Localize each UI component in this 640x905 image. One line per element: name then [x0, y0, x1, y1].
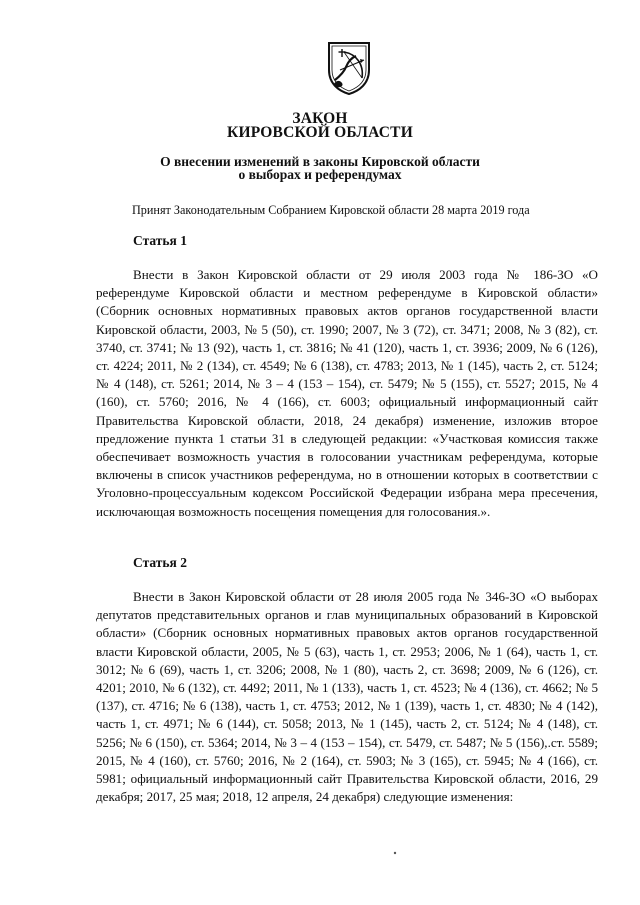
kirov-coat-of-arms-icon: [326, 40, 372, 96]
article-2-heading: Статья 2: [133, 555, 187, 570]
adoption-statement: Принят Законодательным Собранием Кировской области 28 марта 2019 года: [132, 203, 530, 217]
article-1-heading: Статья 1: [133, 233, 187, 248]
scan-speck: [392, 850, 398, 856]
law-title-line1: ЗАКОН: [292, 110, 348, 127]
law-subtitle-line2: о выборах и референдумах: [238, 167, 402, 182]
law-title-line2: КИРОВСКОЙ ОБЛАСТИ: [227, 124, 413, 141]
article-2-text: Внести в Закон Кировской области от 28 июля 2005 года № 346-ЗО «О выборах депутатов представительных органов и глав муниципальных образований в Кировской области» (Сборник основных нормативных правовых актов органов государственной власти Кировской области, 2005, № 5 (63), часть 1, ст. 2953; 2006, № 1 (64), часть 1, ст. 3012; № 6 (69), часть 1, ст. 3206; 2008, № 1 (80), часть 2, ст. 3698; 2009, № 6 (126), ст. 4201; 2010, № 6 (132), ст. 4492; 2011, № 1 (133), часть 1, ст. 4523; № 4 (136), ст. 4662; № 5 (137), ст. 4716; № 6 (138), часть 1, ст. 4753; 2012, № 1 (139), часть 1, ст. 4830; № 4 (142), часть 1, ст. 4971; № 6 (144), ст. 5058; 2013, № 1 (145), часть 2, ст. 5124; № 4 (148), ст. 5256; № 6 (150), ст. 5364; 2014, № 3 – 4 (153 – 154), ст. 5479, ст. 5487; № 5 (156),.ст. 5589; 2015, № 4 (160), ст. 5760; 2016, № 2 (164), ст. 5903; № 3 (165), ст. 5945; № 4 (166), ст. 5981; официальный информационный сайт Правительства Кировской области, 2016, 29 декабря; 2017, 25 мая; 2018, 12 апреля, 24 декабря) следующие изменения:: [96, 589, 598, 805]
article-1-text: Внести в Закон Кировской области от 29 июля 2003 года № 186-ЗО «О референдуме Кировской области и местном референдуме в Кировской области» (Сборник основных нормативных правовых актов органов государственной власти Кировской области, 2003, № 5 (50), ст. 1990; 2007, № 3 (72), ст. 3471; 2008, № 3 (82), ст. 3740, ст. 3741; № 13 (92), часть 1, ст. 3816; № 41 (120), часть 1, ст. 3936; 2009, № 6 (126), ст. 4224; 2011, № 2 (134), ст. 4549; № 6 (138), ст. 4783; 2013, № 1 (145), часть 2, ст. 5124; № 4 (148), ст. 5261; 2014, № 3 – 4 (153 – 154), ст. 5479; № 5 (155), ст. 5527; 2015, № 4 (160), ст. 5760; 2016, № 4 (166), ст. 6003; официальный информационный сайт Правительства Кировской области, 2018, 24 декабря) изменение, изложив второе предложение пункта 1 статьи 31 в следующей редакции: «Участковая комиссия также обеспечивает возможность участия в голосовании участникам референдума, которые включены в список участников референдума, но в отношении которых в соответствии с Уголовно-процессуальным кодексом Российской Федерации избрана мера пресечения, исключающая возможность посещения помещения для голосования.».: [96, 267, 598, 519]
law-subtitle-line1: О внесении изменений в законы Кировской области: [160, 154, 480, 169]
